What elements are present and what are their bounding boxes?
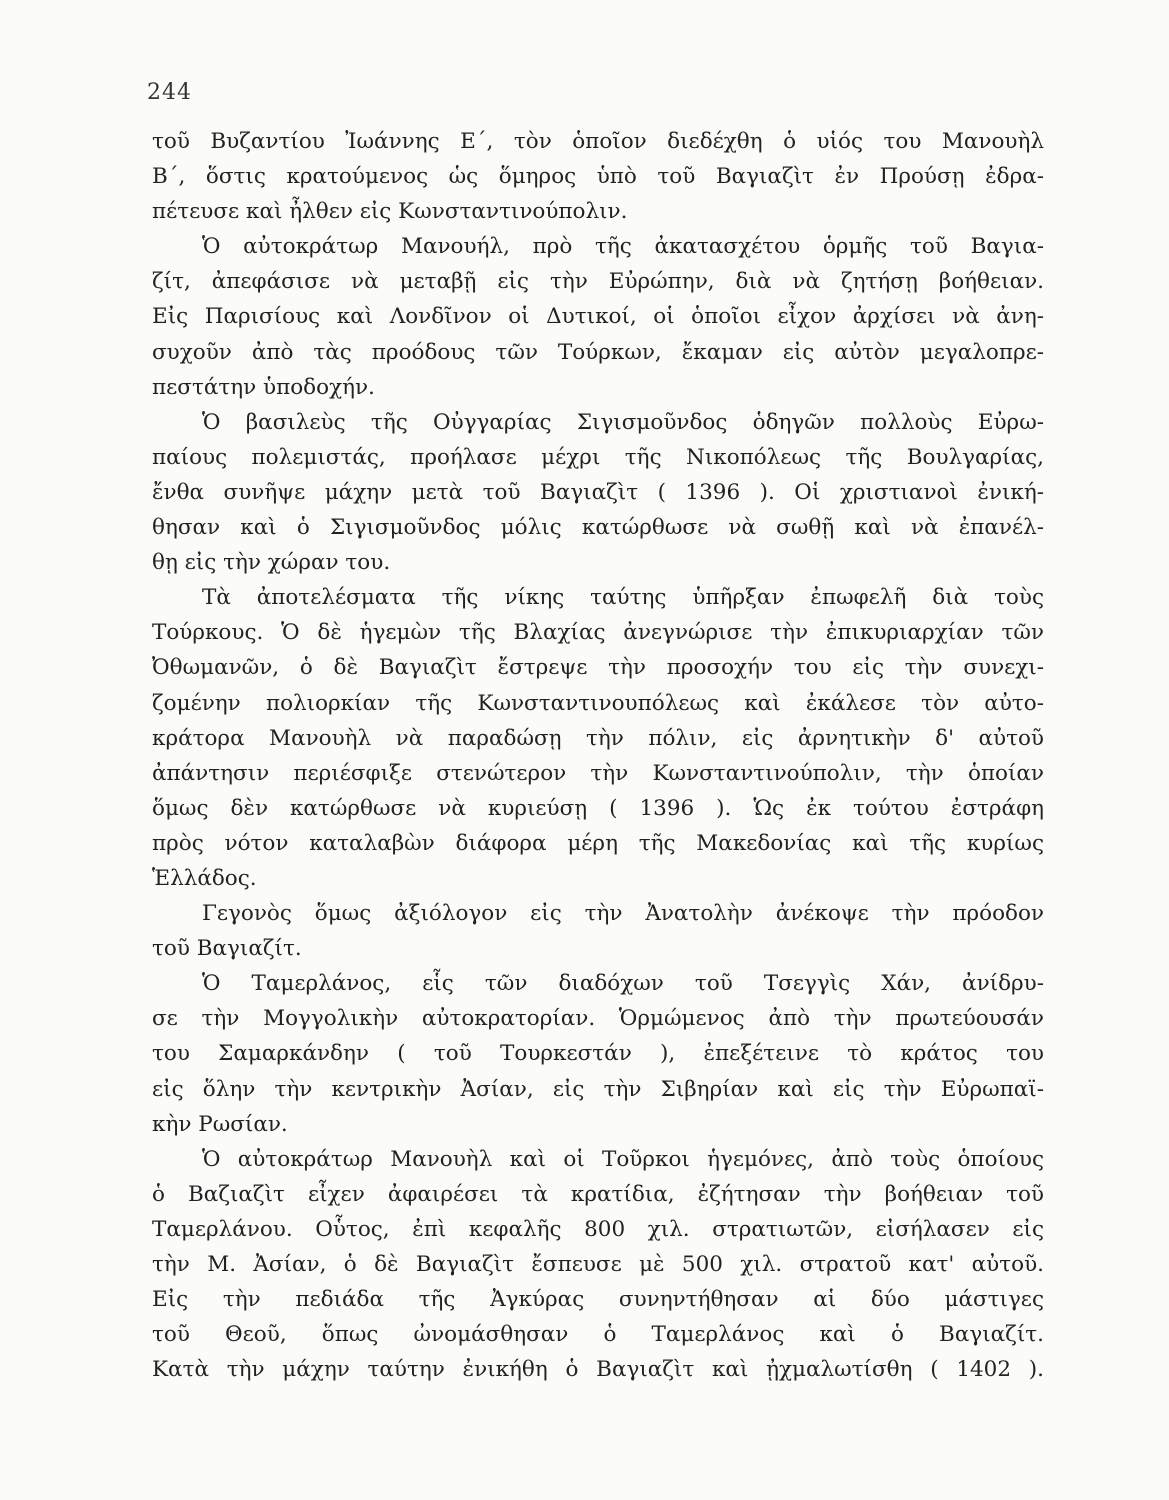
paragraph [152, 896, 1044, 966]
text-line: Β΄, ὅστις κρατούμενος ὡς ὅμηρος ὑπὸ τοῦ Βαγιαζὶτ ἐν Προύσῃ ἐδρα- [152, 164, 1044, 190]
page-number: 244 [147, 80, 192, 105]
text-line: ζομένην πολιορκίαν τῆς Κωνσταντινουπόλεως καὶ ἐκάλεσε τὸν αὐτο- [152, 690, 1044, 716]
text-line: κράτορα Μανουὴλ νὰ παραδώσῃ τὴν πόλιν, εἰς ἀρνητικὴν δ' αὐτοῦ [152, 725, 1044, 751]
text-line: θῃ εἰς τὴν χώραν του. [152, 550, 391, 576]
text-line: πεστάτην ὑποδοχήν. [152, 374, 375, 400]
text-line: τὴν Μ. Ἀσίαν, ὁ δὲ Βαγιαζὶτ ἔσπευσε μὲ 500 χιλ. στρατοῦ κατ' αὐτοῦ. [152, 1252, 1044, 1277]
paragraph [152, 966, 1044, 1141]
paragraph [152, 1142, 1044, 1388]
text-line: πρὸς νότον καταλαβὼν διάφορα μέρη τῆς Μακεδονίας καὶ τῆς κυρίως [152, 830, 1044, 856]
text-line: θησαν καὶ ὁ Σιγισμοῦνδος μόλις κατώρθωσε νὰ σωθῇ καὶ νὰ ἐπανέλ- [152, 515, 1044, 541]
text-line: Ὁ βασιλεὺς τῆς Οὐγγαρίας Σιγισμοῦνδος ὁδηγῶν πολλοὺς Εὐρω- [202, 409, 1044, 435]
text-line: τοῦ Βυζαντίου Ἰωάννης Ε΄, τὸν ὁποῖον διεδέχθη ὁ υἱός του Μανουὴλ [152, 129, 1044, 154]
text-line: Ὁ αὐτοκράτωρ Μανουήλ, πρὸ τῆς ἀκατασχέτου ὁρμῆς τοῦ Βαγια- [202, 234, 1044, 260]
text-line: Γεγονὸς ὅμως ἀξιόλογον εἰς τὴν Ἀνατολὴν ἀνέκοψε τὴν πρόοδον [202, 901, 1044, 927]
text-line: του Σαμαρκάνδην ( τοῦ Τουρκεστάν ), ἐπεξέτεινε τὸ κράτος του [152, 1041, 1044, 1067]
text-line: ὅμως δὲν κατώρθωσε νὰ κυριεύσῃ ( 1396 ). Ὡς ἐκ τούτου ἐστράφη [152, 795, 1044, 821]
text-line: Τὰ ἀποτελέσματα τῆς νίκης ταύτης ὑπῆρξαν ἐπωφελῆ διὰ τοὺς [202, 585, 1044, 611]
text-line: εἰς ὅλην τὴν κεντρικὴν Ἀσίαν, εἰς τὴν Σιβηρίαν καὶ εἰς τὴν Εὐρωπαϊ- [152, 1076, 1044, 1102]
text-line: τοῦ Θεοῦ, ὅπως ὠνομάσθησαν ὁ Ταμερλάνος καὶ ὁ Βαγιαζίτ. [152, 1322, 1044, 1348]
text-line: συχοῦν ἀπὸ τὰς προόδους τῶν Τούρκων, ἔκαμαν εἰς αὐτὸν μεγαλοπρε- [152, 339, 1044, 365]
text-line: Εἰς τὴν πεδιάδα τῆς Ἀγκύρας συνηντήθησαν αἱ δύο μάστιγες [152, 1287, 1044, 1313]
text-line: ἔνθα συνῆψε μάχην μετὰ τοῦ Βαγιαζὶτ ( 1396 ). Οἱ χριστιανοὶ ἐνική- [152, 479, 1044, 505]
text-line: ζίτ, ἀπεφάσισε νὰ μεταβῇ εἰς τὴν Εὐρώπην, διὰ νὰ ζητήσῃ βοήθειαν. [152, 269, 1044, 295]
text-line: κὴν Ρωσίαν. [152, 1111, 288, 1137]
text-line: Κατὰ τὴν μάχην ταύτην ἐνικήθη ὁ Βαγιαζὶτ καὶ ᾐχμαλωτίσθη ( 1402 ). [152, 1357, 1044, 1383]
body-text [152, 124, 1044, 1387]
text-line: τοῦ Βαγιαζίτ. [152, 936, 302, 962]
paragraph [152, 405, 1044, 580]
text-line: ὁ Βαζιαζὶτ εἶχεν ἀφαιρέσει τὰ κρατίδια, ἐζήτησαν τὴν βοήθειαν τοῦ [152, 1181, 1044, 1207]
text-line: ἀπάντησιν περιέσφιξε στενώτερον τὴν Κωνσταντινούπολιν, τὴν ὁποίαν [152, 760, 1044, 786]
text-line: Ὁ αὐτοκράτωρ Μανουὴλ καὶ οἱ Τοῦρκοι ἡγεμόνες, ἀπὸ τοὺς ὁποίους [202, 1146, 1044, 1172]
text-line: Εἰς Παρισίους καὶ Λονδῖνον οἱ Δυτικοί, οἱ ὁποῖοι εἶχον ἀρχίσει νὰ ἀνη- [152, 304, 1044, 330]
text-line: Ταμερλάνου. Οὗτος, ἐπὶ κεφαλῆς 800 χιλ. στρατιωτῶν, εἰσήλασεν εἰς [152, 1216, 1044, 1242]
paragraph [152, 580, 1044, 896]
text-line: Ὀθωμανῶν, ὁ δὲ Βαγιαζὶτ ἔστρεψε τὴν προσοχήν του εἰς τὴν συνεχι- [152, 655, 1044, 681]
text-line: πέτευσε καὶ ἦλθεν εἰς Κωνσταντινούπολιν. [152, 199, 628, 225]
text-line: Ἑλλάδος. [152, 865, 257, 891]
paragraph [152, 229, 1044, 404]
text-line: Τούρκους. Ὁ δὲ ἡγεμὼν τῆς Βλαχίας ἀνεγνώρισε τὴν ἐπικυριαρχίαν τῶν [152, 620, 1044, 646]
text-line: σε τὴν Μογγολικὴν αὐτοκρατορίαν. Ὁρμώμενος ἀπὸ τὴν πρωτεύουσάν [152, 1006, 1044, 1032]
text-line: Ὁ Ταμερλάνος, εἷς τῶν διαδόχων τοῦ Τσεγγὶς Χάν, ἀνίδρυ- [202, 971, 1044, 997]
paragraph [152, 124, 1044, 229]
text-line: παίους πολεμιστάς, προήλασε μέχρι τῆς Νικοπόλεως τῆς Βουλγαρίας, [152, 444, 1044, 470]
